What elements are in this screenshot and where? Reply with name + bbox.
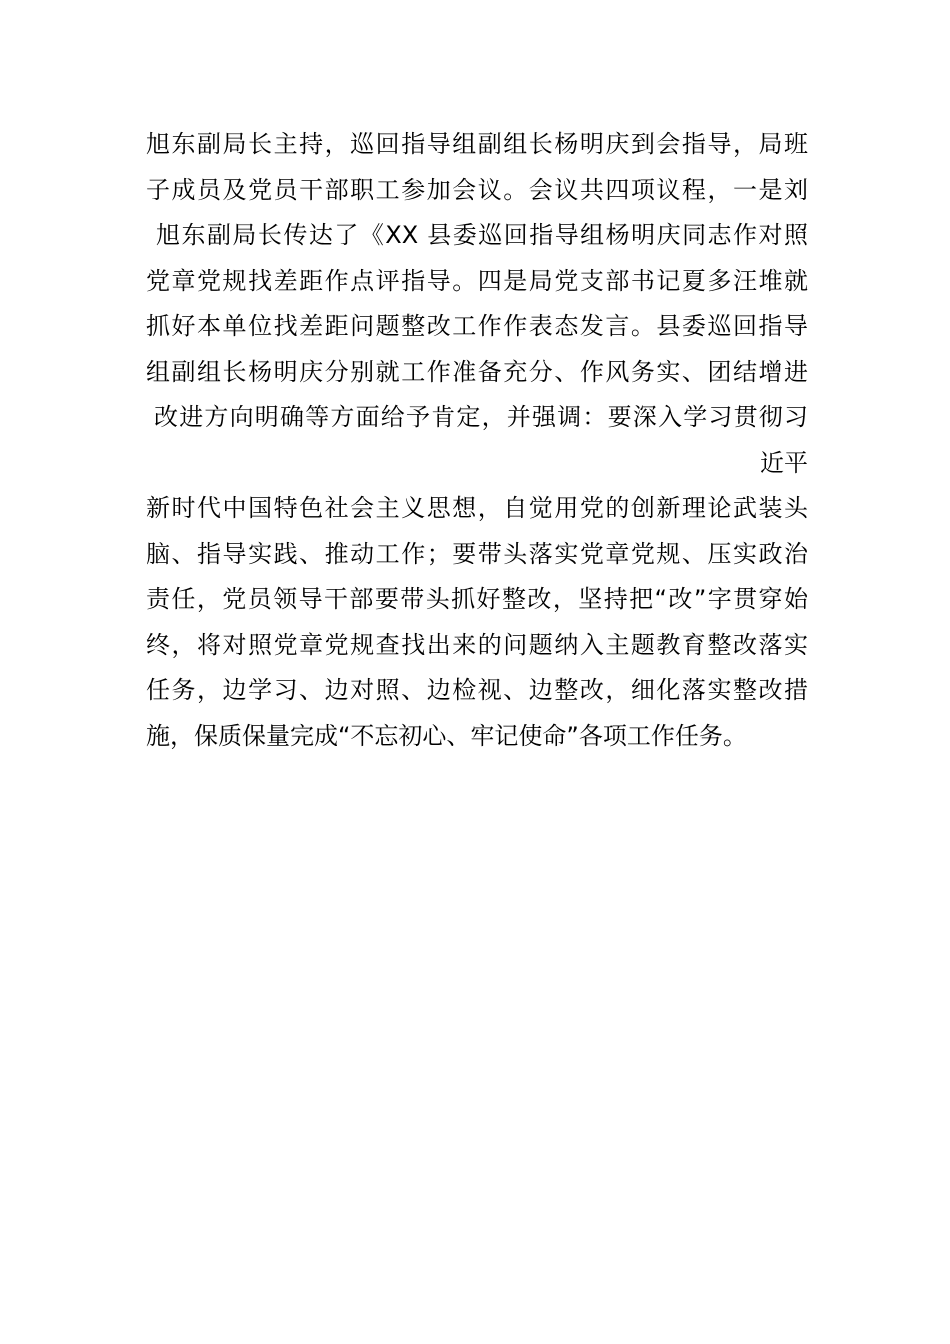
text-line: 党章党规找差距作点评指导。四是局党支部书记夏多汪堆就 bbox=[146, 266, 808, 295]
text-line: 子成员及党员干部职工参加会议。会议共四项议程，一是刘 bbox=[146, 175, 808, 204]
text-line: 终，将对照党章党规查找出来的问题纳入主题教育整改落实 bbox=[146, 630, 808, 659]
text-line: 脑、指导实践、推动工作；要带头落实党章党规、压实政治 bbox=[146, 539, 808, 568]
text-line: 新时代中国特色社会主义思想，自觉用党的创新理论武装头 bbox=[146, 494, 808, 522]
text-line: 责任，党员领导干部要带头抓好整改，坚持把“改”字贯穿始 bbox=[146, 585, 808, 613]
text-line: 施，保质保量完成“不忘初心、牢记使命”各项工作任务。 bbox=[146, 721, 747, 750]
body-text bbox=[146, 122, 808, 759]
text-line: 近平 bbox=[760, 448, 808, 477]
text-line: 旭东副局长主持，巡回指导组副组长杨明庆到会指导，局班 bbox=[146, 130, 808, 158]
text-line: 组副组长杨明庆分别就工作准备充分、作风务实、团结增进 bbox=[146, 357, 808, 386]
text-line: 抓好本单位找差距问题整改工作作表态发言。县委巡回指导 bbox=[146, 312, 808, 340]
text-line: 任务，边学习、边对照、边检视、边整改，细化落实整改措 bbox=[146, 676, 808, 704]
text-line: 旭东副局长传达了《XX 县委巡回指导组杨明庆同志作对照 bbox=[156, 221, 808, 249]
text-line: 改进方向明确等方面给予肯定，并强调：要深入学习贯彻习 bbox=[154, 403, 808, 431]
